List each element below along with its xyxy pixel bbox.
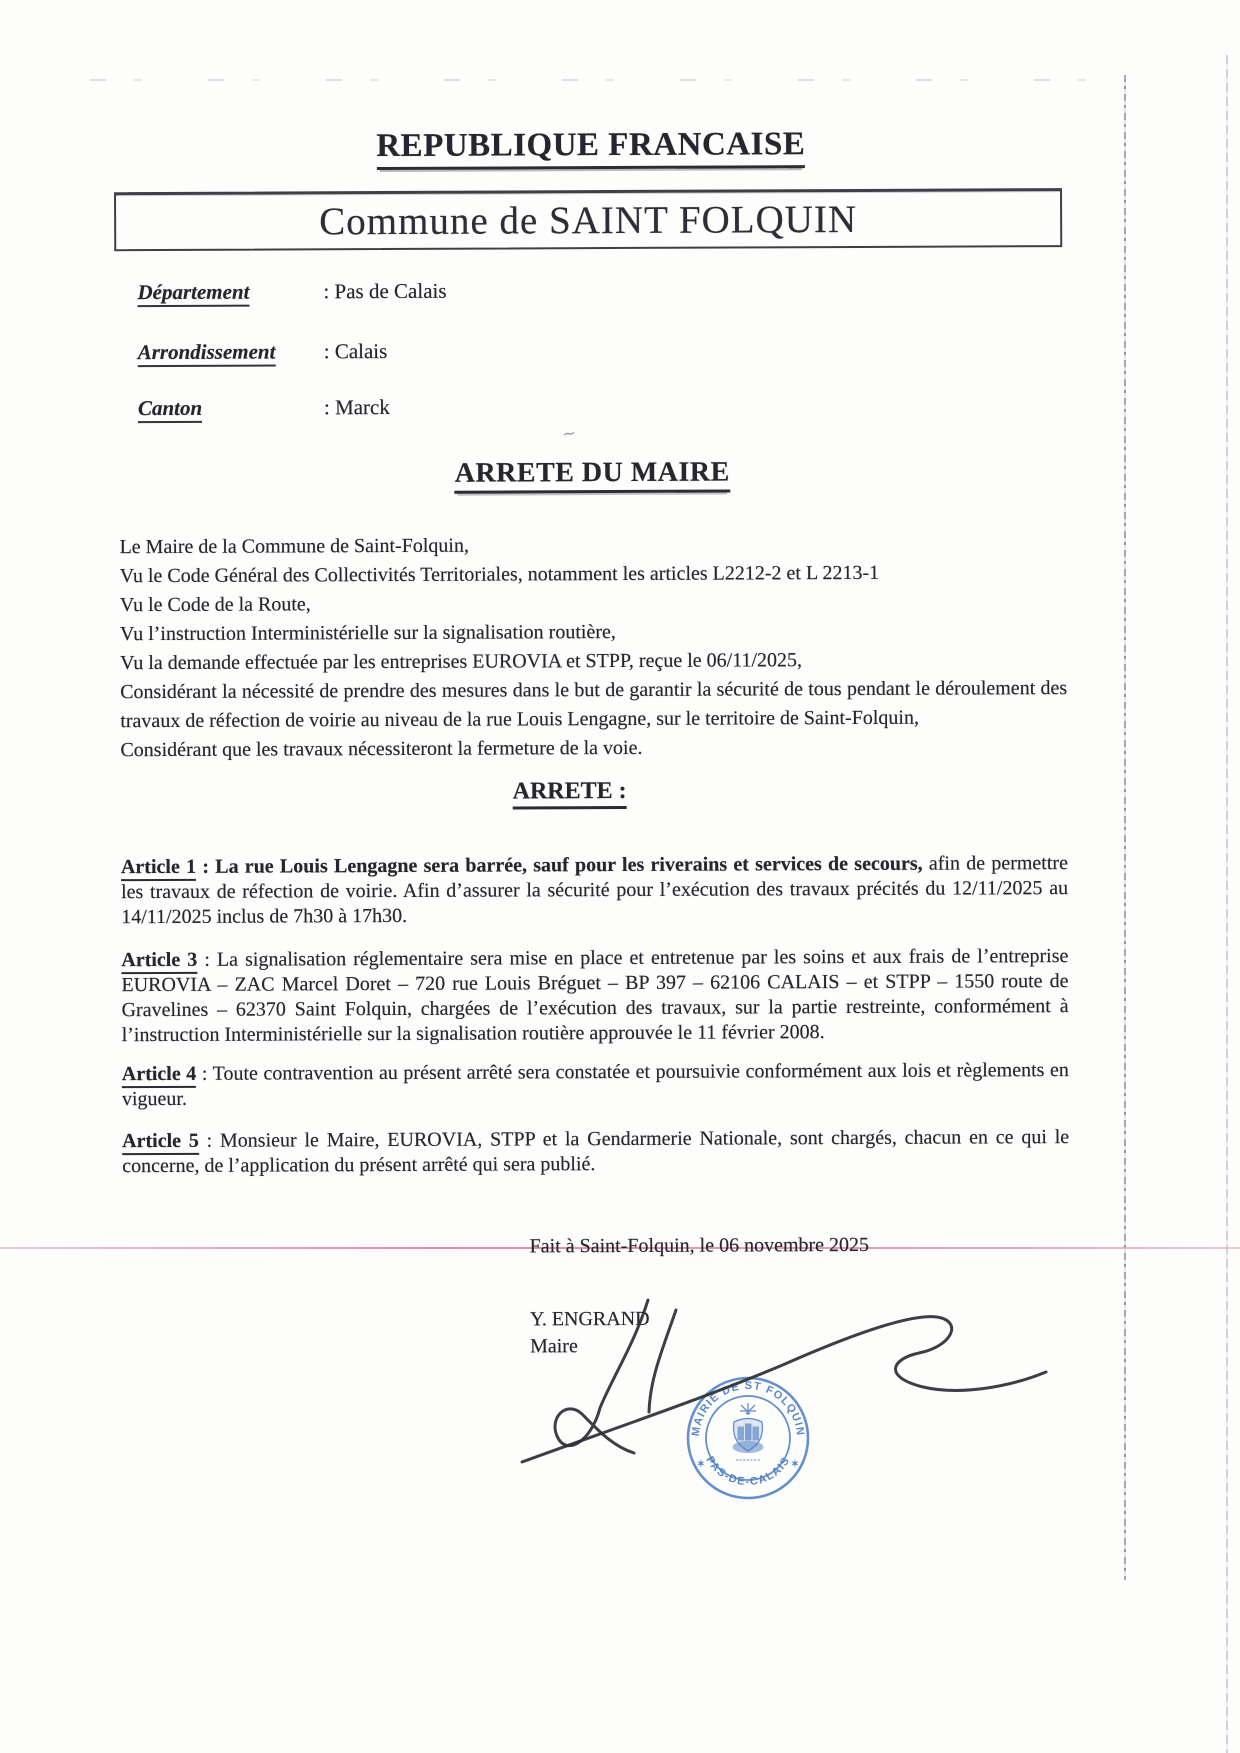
stamp-star-right: ✶: [790, 1459, 800, 1470]
article-text: afin de permettre les travaux de réfection de voirie. Afin d’assurer la sécurité pour l’exécution des travaux précités du 12/11/2025 au 14/11/2025 inclus de 7h30 à 17h30.: [121, 852, 1069, 929]
article-label: Article 5: [122, 1130, 199, 1155]
scan-artifact-squiggle: ∼: [560, 423, 578, 444]
commune-title-text: Commune de SAINT FOLQUIN: [319, 197, 858, 243]
article-text: : Toute contravention au présent arrêté sera constatée et poursuivie conformément aux lois et règlements en vigueur.: [121, 1059, 1069, 1111]
stamp-top-text: MAIRIE DE ST FOLQUIN: [689, 1379, 807, 1437]
preamble: [119, 529, 1067, 765]
meta-label: Arrondissement: [138, 339, 276, 367]
article-bold-lead: : La rue Louis Lengagne sera barrée, sauf pour les riverains et services de secours,: [195, 852, 923, 878]
republic-title: [117, 125, 1065, 166]
article-text: : La signalisation réglementaire sera mise en place et entretenue par les soins et aux frais de l’entreprise EUROVIA – ZAC Marcel Doret – 720 rue Louis Bréguet – BP 397 – 62106 CALAIS – et STPP – 1550 route de Gravelines – 62370 Saint Folquin, chargées de l’exécution des travaux, sur la partie restreinte, conformément à l’instruction Interministérielle sur la signalisation routière approuvée le 11 février 2008.: [121, 945, 1069, 1047]
arrete-heading: [120, 776, 1020, 807]
article-paragraph: [121, 944, 1068, 1048]
meta-label: Département: [137, 280, 249, 307]
meta-value: : Pas de Calais: [323, 278, 447, 304]
decree-title-text: ARRETE DU MAIRE: [455, 457, 730, 494]
meta-label: Canton: [138, 396, 202, 423]
meta-value: : Calais: [323, 339, 388, 364]
stamp-star-left: ✶: [696, 1459, 706, 1470]
article-paragraph: [122, 1125, 1069, 1179]
preamble-line: Le Maire de la Commune de Saint-Folquin,: [119, 534, 469, 559]
article-label: Article 1: [121, 856, 196, 881]
meta-row: [138, 393, 738, 421]
preamble-line: Considérant que les travaux nécessiteront la fermeture de la voie.: [120, 736, 643, 762]
stamp-bottom-text: PAS-DE-CALAIS: [703, 1454, 793, 1489]
signatory-name: Y. ENGRAND: [529, 1307, 650, 1331]
signatory-title: Maire: [530, 1335, 578, 1358]
preamble-line: Vu l’instruction Interministérielle sur la signalisation routière,: [119, 621, 616, 646]
preamble-line: Vu le Code de la Route,: [119, 593, 311, 617]
republic-title-text: REPUBLIQUE FRANCAISE: [376, 126, 805, 170]
article-label: Article 4: [122, 1063, 197, 1088]
article-text: : Monsieur le Maire, EUROVIA, STPP et la Gendarmerie Nationale, sont chargés, chacun en ce qui le concerne, de l’application du présent arrêté qui sera publié.: [122, 1126, 1070, 1178]
preamble-line: Considérant la nécessité de prendre des mesures dans le but de garantir la sécurité de tous pendant le déroulement des travaux de réfection de voirie au niveau de la rue Louis Lengagne, sur le territoire de Saint-Folquin,: [120, 677, 1068, 733]
article-label: Article 3: [121, 949, 197, 974]
place-date: Fait à Saint-Folquin, le 06 novembre 2025: [529, 1233, 870, 1258]
meta-row: [138, 337, 738, 365]
meta-row: [137, 277, 737, 305]
arrete-heading-text: ARRETE :: [513, 778, 627, 809]
commune-title-box: [114, 188, 1062, 251]
article-paragraph: [122, 1058, 1069, 1112]
decree-title: [118, 455, 1066, 491]
meta-value: : Marck: [323, 394, 390, 420]
preamble-line: Vu la demande effectuée par les entreprises EUROVIA et STPP, reçue le 06/11/2025,: [120, 649, 803, 675]
preamble-line: Vu le Code Général des Collectivités Territoriales, notamment les articles L2212-2 et L 2213-1: [119, 561, 880, 588]
article-paragraph: [121, 851, 1068, 930]
